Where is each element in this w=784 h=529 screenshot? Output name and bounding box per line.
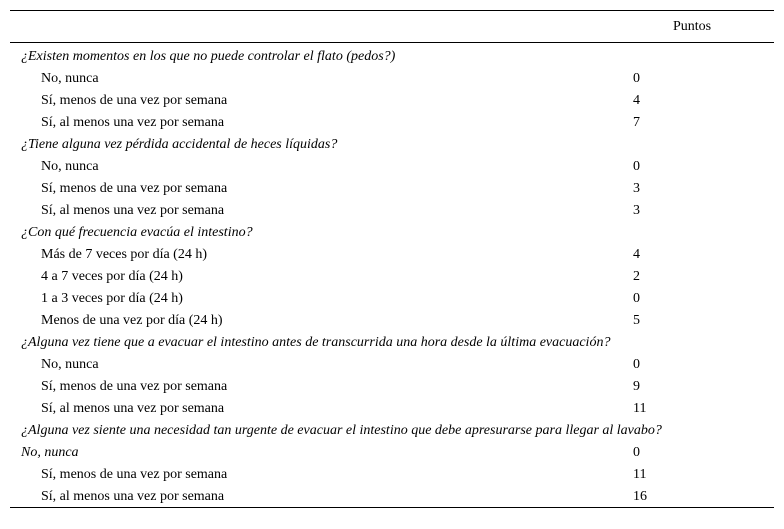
answer-points: 7 — [633, 115, 640, 130]
answer-points: 3 — [633, 181, 640, 196]
answer-label: Sí, menos de una vez por semana — [41, 467, 228, 482]
answer-label: Sí, menos de una vez por semana — [41, 379, 228, 394]
answer-points: 0 — [633, 357, 640, 372]
answer-row — [10, 243, 774, 265]
answer-row — [10, 155, 774, 177]
answer-row — [10, 265, 774, 287]
question-text: ¿Alguna vez siente una necesidad tan urgente de evacuar el intestino que debe apresurarse para llegar al lavabo? — [21, 423, 662, 438]
answer-row — [10, 111, 774, 133]
answer-label: No, nunca — [21, 445, 79, 460]
answer-points: 4 — [633, 247, 640, 262]
answer-row — [10, 397, 774, 419]
answer-label: Menos de una vez por día (24 h) — [41, 313, 223, 328]
answer-label: 1 a 3 veces por día (24 h) — [41, 291, 183, 306]
answer-points: 0 — [633, 71, 640, 86]
scoring-table — [10, 10, 774, 508]
question-text: ¿Con qué frecuencia evacúa el intestino? — [21, 225, 253, 240]
question-text: ¿Existen momentos en los que no puede controlar el flato (pedos?) — [21, 49, 396, 64]
answer-label: Sí, menos de una vez por semana — [41, 181, 228, 196]
answer-row — [10, 485, 774, 507]
question-row — [10, 331, 774, 353]
answer-label: Sí, al menos una vez por semana — [41, 401, 225, 416]
answer-row — [10, 353, 774, 375]
answer-points: 2 — [633, 269, 640, 284]
answer-row — [10, 463, 774, 485]
answer-points: 0 — [633, 159, 640, 174]
answer-points: 4 — [633, 93, 640, 108]
answer-label: Sí, al menos una vez por semana — [41, 489, 225, 504]
table-body — [10, 45, 774, 507]
answer-points: 0 — [633, 291, 640, 306]
answer-row — [10, 199, 774, 221]
answer-row — [10, 287, 774, 309]
question-text: ¿Tiene alguna vez pérdida accidental de heces líquidas? — [21, 137, 338, 152]
answer-label: No, nunca — [41, 159, 99, 174]
answer-label: Sí, al menos una vez por semana — [41, 115, 225, 130]
answer-label: Sí, menos de una vez por semana — [41, 93, 228, 108]
answer-row — [10, 441, 774, 463]
answer-points: 16 — [633, 489, 647, 504]
answer-points: 3 — [633, 203, 640, 218]
answer-points: 9 — [633, 379, 640, 394]
answer-row — [10, 67, 774, 89]
answer-label: No, nunca — [41, 71, 99, 86]
points-column-header: Puntos — [673, 19, 712, 34]
answer-row — [10, 375, 774, 397]
question-row — [10, 133, 774, 155]
question-row — [10, 45, 774, 67]
answer-points: 0 — [633, 445, 640, 460]
answer-points: 5 — [633, 313, 640, 328]
table-header — [10, 11, 774, 43]
question-row — [10, 221, 774, 243]
answer-points: 11 — [633, 401, 647, 416]
answer-row — [10, 309, 774, 331]
answer-label: 4 a 7 veces por día (24 h) — [41, 269, 183, 284]
answer-label: Más de 7 veces por día (24 h) — [41, 247, 208, 262]
question-text: ¿Alguna vez tiene que a evacuar el intestino antes de transcurrida una hora desde la última evacuación? — [21, 335, 611, 350]
answer-points: 11 — [633, 467, 647, 482]
question-row — [10, 419, 774, 441]
answer-label: No, nunca — [41, 357, 99, 372]
answer-label: Sí, al menos una vez por semana — [41, 203, 225, 218]
answer-row — [10, 89, 774, 111]
answer-row — [10, 177, 774, 199]
